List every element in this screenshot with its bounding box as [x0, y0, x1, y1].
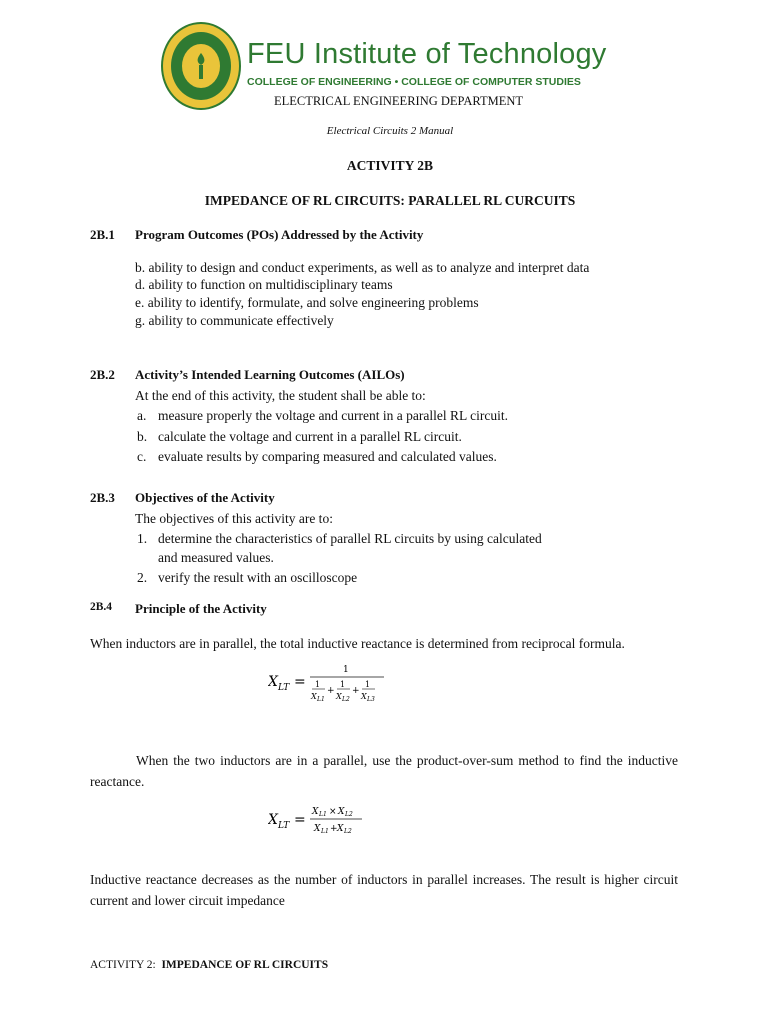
- section-number: 2B.1: [90, 227, 115, 242]
- svg-text:L2: L2: [342, 696, 350, 703]
- section-title: Activity’s Intended Learning Outcomes (AILOs): [135, 367, 405, 382]
- svg-text:X: X: [268, 812, 278, 828]
- svg-text:X: X: [314, 824, 321, 834]
- outcome-item: e. ability to identify, formulate, and solve engineering problems: [135, 295, 479, 310]
- svg-text:X: X: [338, 807, 345, 817]
- svg-text:+: +: [327, 686, 335, 696]
- svg-text:L1: L1: [321, 828, 329, 835]
- svg-text:=: =: [294, 812, 306, 828]
- svg-text:L3: L3: [367, 696, 375, 703]
- list-item: calculate the voltage and current in a parallel RL circuit.: [158, 429, 462, 444]
- svg-text:1: 1: [340, 680, 346, 689]
- manual-title: Electrical Circuits 2 Manual: [326, 125, 454, 137]
- svg-text:X: X: [312, 807, 319, 817]
- svg-text:+: +: [330, 824, 338, 834]
- svg-text:X: X: [361, 692, 367, 701]
- section-number: 2B.4: [90, 601, 113, 613]
- section-title: Program Outcomes (POs) Addressed by the Activity: [135, 227, 424, 242]
- svg-text:1: 1: [343, 665, 349, 675]
- svg-text:L2: L2: [344, 828, 352, 835]
- list-item: measure properly the voltage and current in a parallel RL circuit.: [158, 408, 508, 423]
- colleges-line: COLLEGE OF ENGINEERING • COLLEGE OF COMPUTER STUDIES: [247, 76, 581, 88]
- institution-seal-logo: [161, 22, 241, 110]
- product-over-sum-formula: [268, 800, 378, 840]
- svg-text:=: =: [294, 674, 306, 690]
- list-marker: b.: [137, 429, 148, 444]
- section-number: 2B.3: [90, 490, 115, 505]
- section-number: 2B.2: [90, 367, 115, 382]
- svg-text:+: +: [352, 686, 360, 696]
- department-name: ELECTRICAL ENGINEERING DEPARTMENT: [274, 94, 523, 108]
- reciprocal-reactance-formula: [268, 660, 398, 708]
- outcome-item: b. ability to design and conduct experiments, as well as to analyze and interpret data: [135, 260, 590, 275]
- paragraph: When inductors are in parallel, the total inductive reactance is determined from reciprocal formula.: [90, 636, 625, 651]
- svg-text:1: 1: [315, 680, 321, 689]
- list-marker: 1.: [137, 531, 148, 546]
- footer-prefix: ACTIVITY 2:: [90, 959, 156, 971]
- svg-text:L1: L1: [319, 811, 327, 818]
- svg-text:1: 1: [365, 680, 371, 689]
- svg-text:X: X: [311, 692, 317, 701]
- svg-text:LT: LT: [278, 821, 290, 831]
- svg-text:L2: L2: [345, 811, 353, 818]
- outcome-item: d. ability to function on multidisciplinary teams: [135, 277, 393, 292]
- svg-text:L1: L1: [317, 696, 325, 703]
- activity-title: IMPEDANCE OF RL CIRCUITS: PARALLEL RL CURCUITS: [204, 193, 576, 208]
- svg-text:X: X: [268, 674, 278, 690]
- section-title: Principle of the Activity: [135, 601, 267, 616]
- outcome-item: g. ability to communicate effectively: [135, 313, 334, 328]
- list-item: verify the result with an oscilloscope: [158, 570, 358, 585]
- list-marker: a.: [137, 408, 147, 423]
- paragraph: Inductive reactance decreases as the number of inductors in parallel increases. The result is higher circuit current and lower circuit impedance: [90, 872, 678, 908]
- list-marker: 2.: [137, 570, 148, 585]
- paragraph: When the two inductors are in a parallel, use the product-over-sum method to find the inductive reactance.: [90, 753, 678, 789]
- page-footer: [90, 959, 328, 971]
- institution-name: FEU Institute of Technology: [247, 38, 607, 70]
- section-intro: The objectives of this activity are to:: [135, 511, 333, 526]
- list-item: determine the characteristics of parallel RL circuits by using calculated: [158, 531, 542, 546]
- svg-text:LT: LT: [278, 683, 290, 693]
- svg-text:X: X: [337, 824, 344, 834]
- activity-number: ACTIVITY 2B: [346, 158, 434, 173]
- svg-text:×: ×: [329, 807, 337, 817]
- svg-text:X: X: [336, 692, 342, 701]
- footer-title: IMPEDANCE OF RL CIRCUITS: [161, 959, 329, 971]
- list-marker: c.: [137, 449, 147, 464]
- torch-icon: [182, 44, 220, 88]
- list-item: evaluate results by comparing measured and calculated values.: [158, 449, 497, 464]
- section-intro: At the end of this activity, the student shall be able to:: [135, 388, 426, 403]
- list-item-continuation: and measured values.: [158, 550, 274, 565]
- section-title: Objectives of the Activity: [135, 490, 275, 505]
